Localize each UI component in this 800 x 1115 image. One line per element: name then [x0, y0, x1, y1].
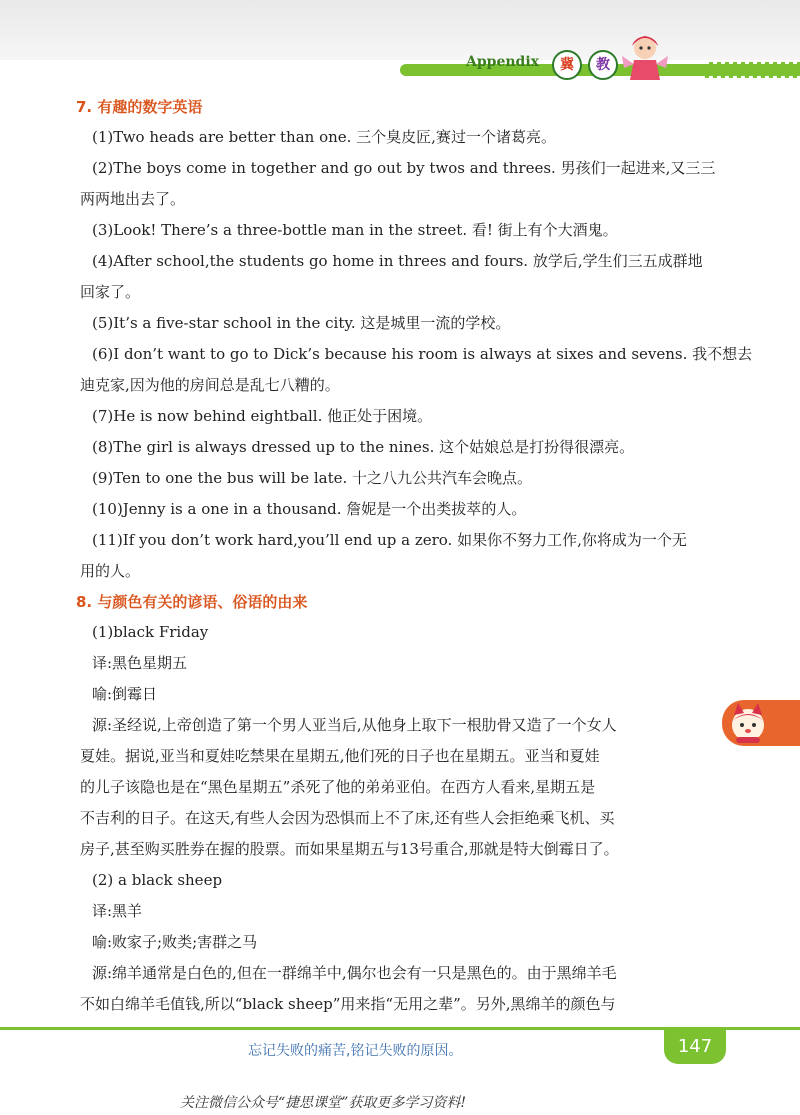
bottom-note: 关注微信公众号“捷思课堂”获取更多学习资料! [180, 1095, 466, 1111]
main-content [76, 92, 753, 1020]
text-line: (1)black Friday [92, 623, 209, 641]
page-number: 147 [664, 1030, 726, 1064]
text-line: (6)I don’t want to go to Dick’s because his room is always at sixes and sevens. 我不想去 [92, 345, 753, 363]
text-line: (9)Ten to one the bus will be late. 十之八九公共汽车会晚点。 [92, 469, 533, 487]
text-line: (4)After school,the students go home in threes and fours. 放学后,学生们三五成群地 [92, 252, 703, 270]
text-line: 夏娃。据说,亚当和夏娃吃禁果在星期五,他们死的日子也在星期五。亚当和夏娃 [80, 747, 600, 765]
text-line: (2) a black sheep [92, 871, 223, 889]
text-line: 迪克家,因为他的房间总是乱七八糟的。 [80, 376, 340, 394]
footer-caption: 忘记失败的痛苦,铭记失败的原因。 [248, 1043, 463, 1059]
text-line: (2)The boys come in together and go out by twos and threes. 男孩们一起进来,又三三 [92, 159, 716, 177]
publisher-badge-ji: 冀 [552, 50, 582, 80]
text-line: 源:绵羊通常是白色的,但在一群绵羊中,偶尔也会有一只是黑色的。由于黑绵羊毛 [92, 964, 617, 982]
text-line: 喻:倒霉日 [92, 685, 158, 703]
text-line: 两两地出去了。 [80, 190, 186, 208]
text-line: (10)Jenny is a one in a thousand. 詹妮是一个出类拔萃的人。 [92, 500, 527, 518]
text-line: (7)He is now behind eightball. 他正处于困境。 [92, 407, 433, 425]
text-line: 不吉利的日子。在这天,有些人会因为恐惧而上不了床,还有些人会拒绝乘飞机、买 [80, 809, 615, 827]
appendix-label: Appendix [466, 54, 539, 70]
text-line: 房子,甚至购买胜券在握的股票。而如果星期五与13号重合,那就是特大倒霉日了。 [80, 840, 619, 858]
text-line: 回家了。 [80, 283, 141, 301]
text-line: 的儿子该隐也是在“黑色星期五”杀死了他的弟弟亚伯。在西方人看来,星期五是 [80, 778, 596, 796]
page-header [0, 0, 800, 100]
text-line: 用的人。 [80, 562, 141, 580]
text-line: 不如白绵羊毛值钱,所以“black sheep”用来指“无用之辈”。另外,黑绵羊的颜色与 [80, 995, 616, 1013]
fairy-mascot-icon [620, 30, 670, 86]
text-line: (3)Look! There’s a three-bottle man in the street. 看! 街上有个大酒鬼。 [92, 221, 618, 239]
section-8 [76, 587, 730, 1020]
publisher-badge-jiao: 教 [588, 50, 618, 80]
text-line: (5)It’s a five-star school in the city. 这是城里一流的学校。 [92, 314, 511, 332]
header-band [0, 0, 800, 60]
header-checker-pattern [705, 62, 800, 78]
section-title: 8. 与颜色有关的谚语、俗语的由来 [76, 593, 308, 611]
cat-face-icon [726, 701, 770, 745]
text-line: (1)Two heads are better than one. 三个臭皮匠,赛过一个诸葛亮。 [92, 128, 556, 146]
text-line: 译:黑羊 [92, 902, 143, 920]
text-line: 喻:败家子;败类;害群之马 [92, 933, 258, 951]
text-line: 译:黑色星期五 [92, 654, 188, 672]
section-title: 7. 有趣的数字英语 [76, 98, 203, 116]
text-line: (11)If you don’t work hard,you’ll end up a zero. 如果你不努力工作,你将成为一个无 [92, 531, 687, 549]
text-line: (8)The girl is always dressed up to the nines. 这个姑娘总是打扮得很漂亮。 [92, 438, 635, 456]
section-7 [76, 92, 753, 587]
text-line: 源:圣经说,上帝创造了第一个男人亚当后,从他身上取下一根肋骨又造了一个女人 [92, 716, 617, 734]
